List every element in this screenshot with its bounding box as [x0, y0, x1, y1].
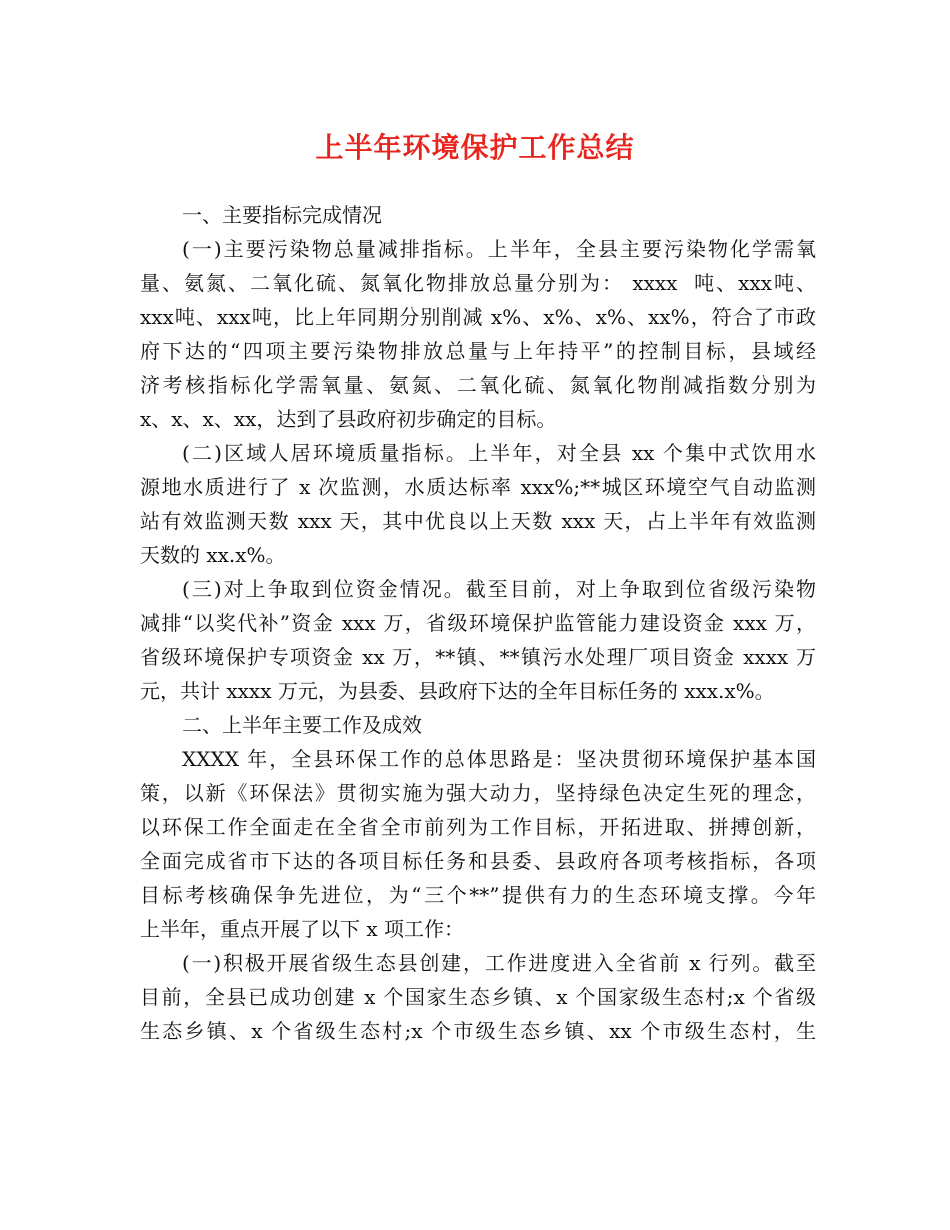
text-line: 站有效监测天数 xxx 天，其中优良以上天数 xxx 天，占上半年有效监测 — [140, 509, 816, 533]
text-line: (一)主要污染物总量减排指标。上半年，全县主要污染物化学需氧 — [182, 237, 816, 261]
document-title: 上半年环境保护工作总结 — [315, 131, 635, 164]
text-line: 一、主要指标完成情况 — [182, 203, 382, 227]
text-line: 源地水质进行了 x 次监测，水质达标率 xxx%;**城区环境空气自动监测 — [140, 475, 816, 499]
text-line: 天数的 xx.x%。 — [140, 543, 286, 567]
text-line: 府下达的“四项主要污染物排放总量与上年持平”的控制目标，县域经 — [140, 339, 816, 363]
text-line: 目前，全县已成功创建 x 个国家生态乡镇、x 个国家级生态村;x 个省级 — [140, 985, 816, 1009]
text-line: 全面完成省市下达的各项目标任务和县委、县政府各项考核指标，各项 — [140, 849, 816, 873]
text-line: x、x、x、xx，达到了县政府初步确定的目标。 — [140, 407, 557, 431]
text-line: 减排“以奖代补”资金 xxx 万，省级环境保护监管能力建设资金 xxx 万， — [140, 611, 816, 635]
text-line: xxx吨、xxx吨，比上年同期分别削减 x%、x%、x%、xx%，符合了市政 — [140, 305, 816, 329]
text-line: 上半年，重点开展了以下 x 项工作： — [140, 917, 464, 941]
text-line: 省级环境保护专项资金 xx 万，**镇、**镇污水处理厂项目资金 xxxx 万 — [140, 645, 816, 669]
text-line: 目标考核确保争先进位，为“三个**”提供有力的生态环境支撑。今年 — [140, 883, 816, 907]
text-line: 元，共计 xxxx 万元，为县委、县政府下达的全年目标任务的 xxx.x%。 — [140, 679, 775, 703]
text-line: 生态乡镇、x 个省级生态村;x 个市级生态乡镇、xx 个市级生态村，生 — [140, 1019, 816, 1043]
text-line: XXXX 年，全县环保工作的总体思路是：坚决贯彻环境保护基本国 — [182, 747, 816, 771]
text-line: 济考核指标化学需氧量、氨氮、二氧化硫、氮氧化物削减指数分别为 — [140, 373, 816, 397]
document-body — [140, 198, 816, 1048]
text-line: (二)区域人居环境质量指标。上半年，对全县 xx 个集中式饮用水 — [182, 441, 816, 465]
text-line: (一)积极开展省级生态县创建，工作进度进入全省前 x 行列。截至 — [182, 951, 816, 975]
text-line: 策，以新《环保法》贯彻实施为强大动力，坚持绿色决定生死的理念， — [140, 781, 816, 805]
text-line: 以环保工作全面走在全省全市前列为工作目标，开拓进取、拼搏创新， — [140, 815, 816, 839]
text-line: (三)对上争取到位资金情况。截至目前，对上争取到位省级污染物 — [182, 577, 816, 601]
text-line: 量、氨氮、二氧化硫、氮氧化物排放总量分别为： xxxx 吨、xxx吨、 — [140, 271, 816, 295]
text-line: 二、上半年主要工作及成效 — [182, 713, 422, 737]
